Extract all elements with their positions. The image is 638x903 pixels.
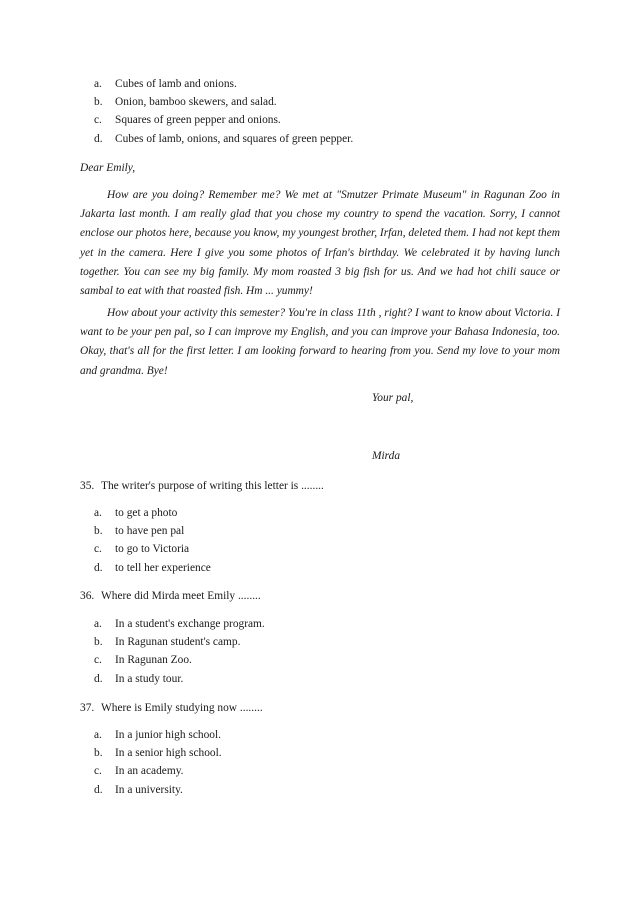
question-number: 35. [80,480,95,492]
option-list-36 [94,615,265,688]
option-d: d. to tell her experience [94,561,211,574]
option-list-previous [94,75,353,148]
question-36 [80,587,261,605]
question-35 [80,477,324,495]
option-list-35 [94,504,211,577]
option-b: b. Onion, bamboo skewers, and salad. [94,96,277,109]
option-b: b. In a senior high school. [94,747,222,760]
option-c: c. to go to Victoria [94,543,190,556]
question-number: 37. [80,702,95,714]
letter-paragraph-2: How about your activity this semester? You're in class 11th , right? I want to know about Victoria. I want to be your pen pal, so I can improve my English, and you can improve your Bahasa Indonesia, too. Okay, that's all for the first letter. I am looking forward to hearing from you. Send my love to your mom and grandma. Bye! [80,307,560,377]
question-number: 36. [80,590,95,602]
option-c: c. In Ragunan Zoo. [94,654,192,667]
question-text: The writer's purpose of writing this letter is ........ [101,480,324,492]
option-a: a. to get a photo [94,507,178,519]
option-b: b. In Ragunan student's camp. [94,636,241,649]
option-a: a. In a student's exchange program. [94,618,265,630]
question-text: Where is Emily studying now ........ [101,702,263,714]
option-a: a. In a junior high school. [94,729,221,741]
option-b: b. to have pen pal [94,525,185,538]
letter-signature: Mirda [372,450,401,462]
option-d: d. In a study tour. [94,672,184,685]
option-list-37 [94,726,222,799]
option-d: d. In a university. [94,783,183,796]
option-d: d. Cubes of lamb, onions, and squares of green pepper. [94,132,354,145]
letter-closing: Your pal, [372,392,414,404]
letter-salutation: Dear Emily, [80,162,136,174]
question-37 [80,699,263,717]
letter-paragraph-1: How are you doing? Remember me? We met at "Smutzer Primate Museum" in Ragunan Zoo in Jakarta last month. I am really glad that you chose my country to spend the vacation. Sorry, I cannot enclose our photos here, because you know, my youngest brother, Irfan, deleted them. I had not kept them yet in the camera. Here I give you some photos of Irfan's birthday. We celebrated it by having lunch together. You can see my big family. My mom roasted 3 big fish for us. And we had hot chili sauce or sambal to eat with that roasted fish. Hm ... yummy! [80,189,560,298]
option-c: c. In an academy. [94,765,184,778]
option-c: c. Squares of green pepper and onions. [94,114,281,127]
question-text: Where did Mirda meet Emily ........ [101,590,261,602]
option-a: a. Cubes of lamb and onions. [94,78,237,90]
